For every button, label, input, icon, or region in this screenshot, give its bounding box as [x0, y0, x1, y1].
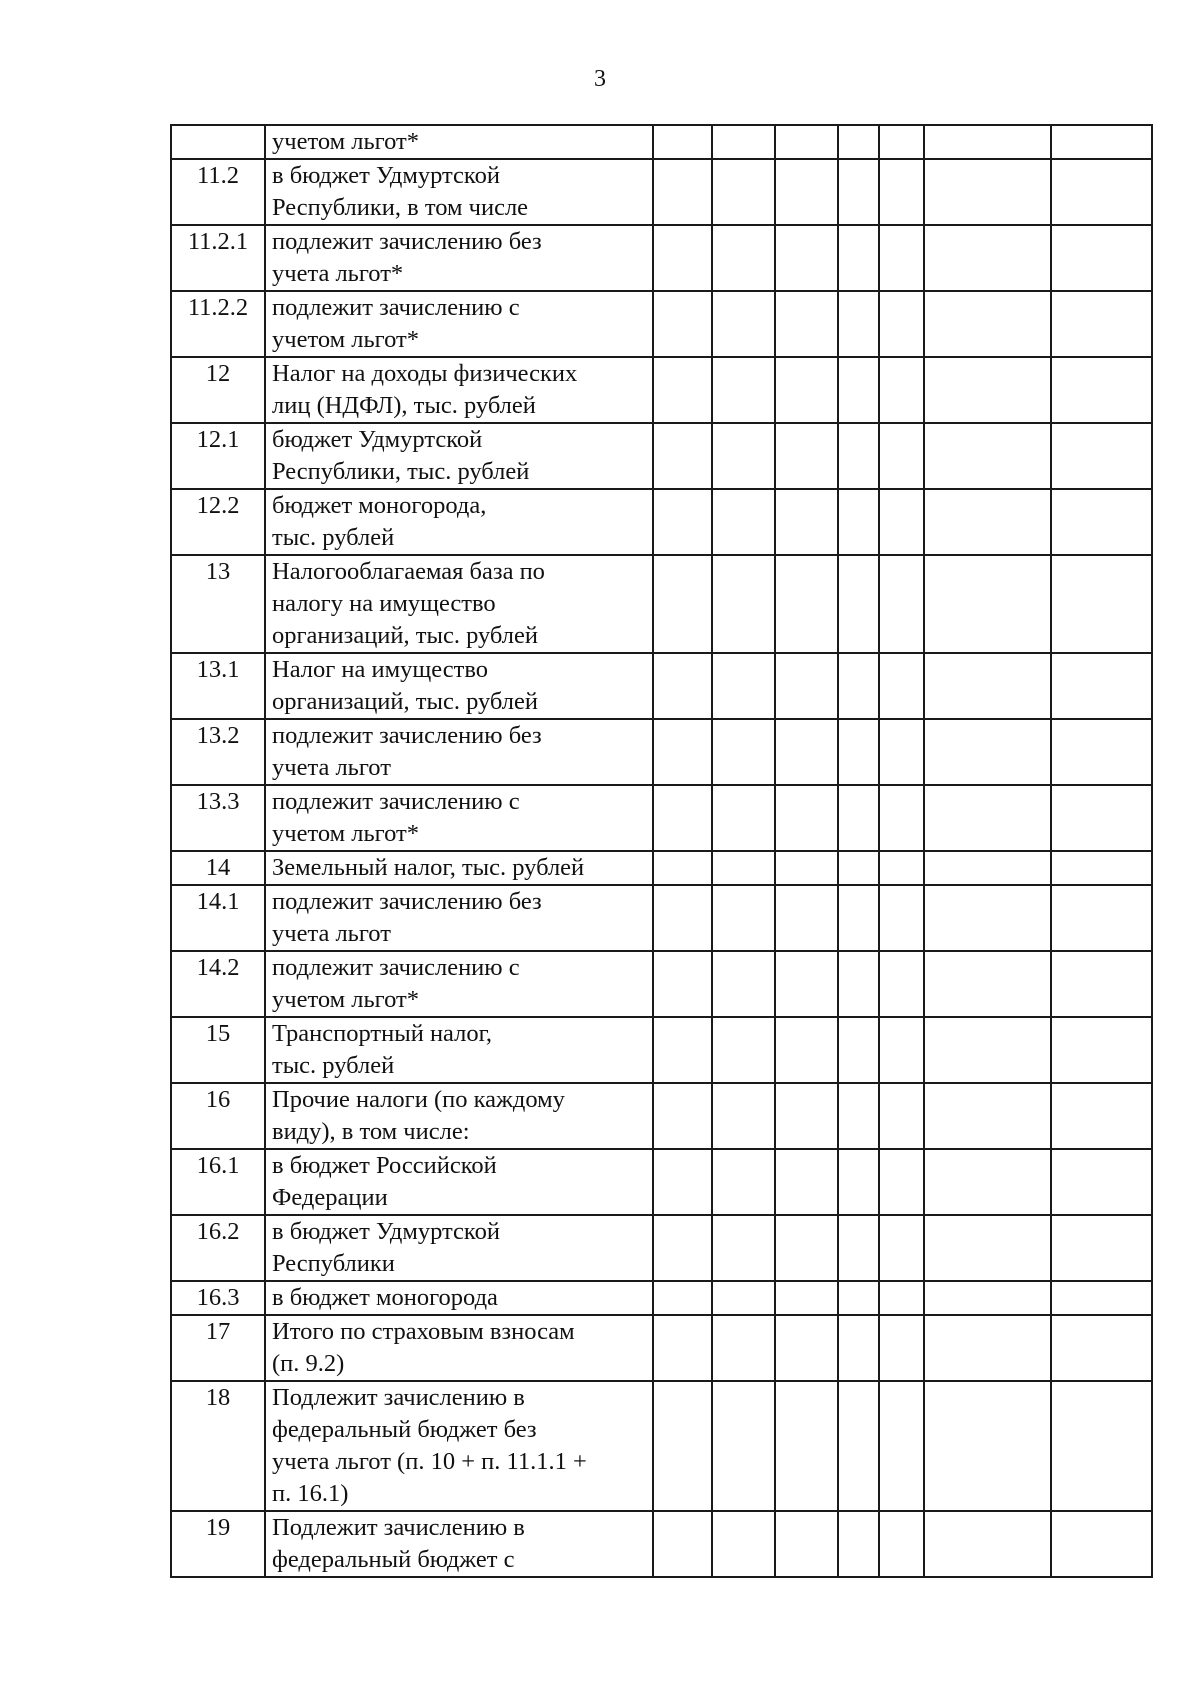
- value-cell: [653, 125, 712, 159]
- value-cell: [775, 1215, 838, 1281]
- row-number-cell: 16.1: [171, 1149, 265, 1215]
- value-cell: [653, 1215, 712, 1281]
- value-cell: [775, 357, 838, 423]
- table-row: [171, 225, 1152, 291]
- value-cell: [775, 489, 838, 555]
- value-cell: [775, 885, 838, 951]
- value-cell: [924, 357, 1051, 423]
- indicator-label-line: Транспортный налог,: [272, 1020, 493, 1047]
- value-cell: [653, 489, 712, 555]
- indicator-label-line: Прочие налоги (по каждому: [272, 1086, 565, 1113]
- indicator-label-line: налогу на имущество: [272, 590, 496, 617]
- value-cell: [879, 851, 924, 885]
- indicator-label-line: подлежит зачислению без: [272, 888, 542, 915]
- page-number: 3: [594, 66, 606, 92]
- table-row: [171, 785, 1152, 851]
- value-cell: [775, 653, 838, 719]
- row-number-cell: 15: [171, 1017, 265, 1083]
- value-cell: [924, 1315, 1051, 1381]
- value-cell: [924, 423, 1051, 489]
- value-cell: [838, 951, 879, 1017]
- value-cell: [712, 851, 775, 885]
- value-cell: [653, 1083, 712, 1149]
- value-cell: [653, 1281, 712, 1315]
- value-cell: [838, 291, 879, 357]
- indicator-label-cell: [265, 1149, 653, 1215]
- indicator-label-line: организаций, тыс. рублей: [272, 688, 538, 715]
- value-cell: [653, 159, 712, 225]
- value-cell: [712, 1017, 775, 1083]
- value-cell: [924, 159, 1051, 225]
- table-row: [171, 1083, 1152, 1149]
- value-cell: [775, 1315, 838, 1381]
- value-cell: [838, 555, 879, 653]
- row-number-cell: 11.2.2: [171, 291, 265, 357]
- value-cell: [879, 291, 924, 357]
- value-cell: [775, 1149, 838, 1215]
- indicator-label-line: подлежит зачислению без: [272, 722, 542, 749]
- value-cell: [838, 1511, 879, 1577]
- value-cell: [775, 1017, 838, 1083]
- indicator-label-line: учета льгот*: [272, 260, 404, 287]
- indicator-label-line: учета льгот (п. 10 + п. 11.1.1 +: [272, 1448, 587, 1475]
- value-cell: [1051, 159, 1152, 225]
- row-number-cell: 12: [171, 357, 265, 423]
- row-number-cell: 14: [171, 851, 265, 885]
- value-cell: [879, 1381, 924, 1511]
- value-cell: [1051, 785, 1152, 851]
- value-cell: [879, 489, 924, 555]
- indicator-label-cell: [265, 291, 653, 357]
- row-number-cell: 12.1: [171, 423, 265, 489]
- value-cell: [838, 1149, 879, 1215]
- value-cell: [653, 851, 712, 885]
- table-row: [171, 1315, 1152, 1381]
- value-cell: [838, 785, 879, 851]
- row-number-cell: 13: [171, 555, 265, 653]
- value-cell: [712, 785, 775, 851]
- table-row: [171, 125, 1152, 159]
- table-body: [171, 125, 1152, 1577]
- value-cell: [838, 423, 879, 489]
- indicator-label-line: подлежит зачислению без: [272, 228, 542, 255]
- value-cell: [775, 423, 838, 489]
- indicator-label-line: подлежит зачислению с: [272, 954, 520, 981]
- value-cell: [1051, 1281, 1152, 1315]
- value-cell: [879, 719, 924, 785]
- value-cell: [775, 851, 838, 885]
- row-number-cell: 16: [171, 1083, 265, 1149]
- indicator-label-line: учетом льгот*: [272, 820, 419, 847]
- indicator-label-line: в бюджет моногорода: [272, 1284, 498, 1311]
- table-row: [171, 1381, 1152, 1511]
- indicator-label-cell: [265, 653, 653, 719]
- indicator-label-line: организаций, тыс. рублей: [272, 622, 538, 649]
- indicator-label-line: (п. 9.2): [272, 1350, 345, 1377]
- value-cell: [775, 225, 838, 291]
- value-cell: [1051, 1315, 1152, 1381]
- value-cell: [712, 1511, 775, 1577]
- value-cell: [924, 885, 1051, 951]
- indicator-label-cell: [265, 159, 653, 225]
- value-cell: [924, 1281, 1051, 1315]
- value-cell: [924, 489, 1051, 555]
- indicator-label-line: учета льгот: [272, 754, 391, 781]
- value-cell: [712, 1381, 775, 1511]
- value-cell: [712, 489, 775, 555]
- value-cell: [775, 125, 838, 159]
- value-cell: [1051, 1381, 1152, 1511]
- indicator-label-line: Налогооблагаемая база по: [272, 558, 545, 585]
- row-number-cell: 16.3: [171, 1281, 265, 1315]
- value-cell: [838, 719, 879, 785]
- indicator-label-line: подлежит зачислению с: [272, 294, 520, 321]
- value-cell: [712, 291, 775, 357]
- indicator-label-line: учета льгот: [272, 920, 391, 947]
- value-cell: [712, 555, 775, 653]
- indicator-label-line: учетом льгот*: [272, 986, 419, 1013]
- value-cell: [653, 653, 712, 719]
- row-number-cell: 17: [171, 1315, 265, 1381]
- indicators-table: [170, 124, 1153, 1578]
- indicator-label-line: бюджет моногорода,: [272, 492, 487, 519]
- row-number-cell: 13.3: [171, 785, 265, 851]
- indicator-label-cell: [265, 125, 653, 159]
- indicator-label-line: Республики, тыс. рублей: [272, 458, 530, 485]
- row-number-cell: 11.2.1: [171, 225, 265, 291]
- value-cell: [653, 1017, 712, 1083]
- table-row: [171, 885, 1152, 951]
- value-cell: [879, 225, 924, 291]
- indicator-label-line: федеральный бюджет без: [272, 1416, 537, 1443]
- value-cell: [1051, 1083, 1152, 1149]
- value-cell: [653, 1381, 712, 1511]
- row-number-cell: 12.2: [171, 489, 265, 555]
- table-row: [171, 1215, 1152, 1281]
- table-row: [171, 555, 1152, 653]
- indicator-label-cell: [265, 489, 653, 555]
- indicator-label-cell: [265, 357, 653, 423]
- row-number-cell: 14.1: [171, 885, 265, 951]
- value-cell: [712, 885, 775, 951]
- value-cell: [1051, 719, 1152, 785]
- indicator-label-cell: [265, 785, 653, 851]
- value-cell: [712, 951, 775, 1017]
- row-number-cell: 14.2: [171, 951, 265, 1017]
- indicator-label-line: подлежит зачислению с: [272, 788, 520, 815]
- indicator-label-line: Земельный налог, тыс. рублей: [272, 854, 585, 881]
- indicator-label-line: Подлежит зачислению в: [272, 1384, 525, 1411]
- indicator-label-line: виду), в том числе:: [272, 1118, 470, 1145]
- indicator-label-line: учетом льгот*: [272, 128, 419, 155]
- table-row: [171, 291, 1152, 357]
- value-cell: [1051, 951, 1152, 1017]
- indicator-label-cell: [265, 1511, 653, 1577]
- indicator-label-cell: [265, 1083, 653, 1149]
- value-cell: [879, 1281, 924, 1315]
- value-cell: [653, 291, 712, 357]
- value-cell: [924, 125, 1051, 159]
- table-row: [171, 1149, 1152, 1215]
- indicator-label-line: в бюджет Удмуртской: [272, 1218, 500, 1245]
- value-cell: [712, 1083, 775, 1149]
- indicator-label-line: Итого по страховым взносам: [272, 1318, 575, 1345]
- value-cell: [775, 719, 838, 785]
- value-cell: [1051, 291, 1152, 357]
- value-cell: [924, 291, 1051, 357]
- indicator-label-cell: [265, 1281, 653, 1315]
- table-row: [171, 719, 1152, 785]
- indicator-label-cell: [265, 851, 653, 885]
- value-cell: [924, 1215, 1051, 1281]
- value-cell: [879, 1017, 924, 1083]
- row-number-cell: 16.2: [171, 1215, 265, 1281]
- value-cell: [653, 423, 712, 489]
- value-cell: [838, 489, 879, 555]
- table-row: [171, 1017, 1152, 1083]
- value-cell: [1051, 1511, 1152, 1577]
- value-cell: [838, 885, 879, 951]
- value-cell: [712, 653, 775, 719]
- value-cell: [712, 1315, 775, 1381]
- indicator-label-line: тыс. рублей: [272, 1052, 395, 1079]
- value-cell: [1051, 225, 1152, 291]
- value-cell: [1051, 851, 1152, 885]
- value-cell: [775, 291, 838, 357]
- value-cell: [653, 1315, 712, 1381]
- value-cell: [838, 1215, 879, 1281]
- value-cell: [712, 125, 775, 159]
- value-cell: [653, 357, 712, 423]
- value-cell: [1051, 1017, 1152, 1083]
- indicator-label-line: в бюджет Удмуртской: [272, 162, 500, 189]
- value-cell: [924, 1511, 1051, 1577]
- indicator-label-line: Республики: [272, 1250, 395, 1277]
- table-row: [171, 653, 1152, 719]
- value-cell: [653, 785, 712, 851]
- value-cell: [712, 357, 775, 423]
- value-cell: [775, 1511, 838, 1577]
- indicator-label-line: федеральный бюджет с: [272, 1546, 515, 1573]
- indicator-label-cell: [265, 225, 653, 291]
- value-cell: [924, 785, 1051, 851]
- value-cell: [712, 159, 775, 225]
- value-cell: [712, 1281, 775, 1315]
- row-number-cell: [171, 125, 265, 159]
- indicator-label-line: Подлежит зачислению в: [272, 1514, 525, 1541]
- value-cell: [1051, 555, 1152, 653]
- indicator-label-cell: [265, 1017, 653, 1083]
- row-number-cell: 11.2: [171, 159, 265, 225]
- value-cell: [653, 1511, 712, 1577]
- row-number-cell: 13.1: [171, 653, 265, 719]
- indicator-label-cell: [265, 719, 653, 785]
- value-cell: [838, 1017, 879, 1083]
- indicator-label-line: учетом льгот*: [272, 326, 419, 353]
- value-cell: [879, 951, 924, 1017]
- value-cell: [1051, 125, 1152, 159]
- value-cell: [775, 951, 838, 1017]
- value-cell: [838, 1381, 879, 1511]
- value-cell: [838, 653, 879, 719]
- indicator-label-line: тыс. рублей: [272, 524, 395, 551]
- indicator-label-line: Республики, в том числе: [272, 194, 529, 221]
- value-cell: [838, 1281, 879, 1315]
- indicator-label-line: в бюджет Российской: [272, 1152, 497, 1179]
- value-cell: [1051, 423, 1152, 489]
- value-cell: [879, 1315, 924, 1381]
- value-cell: [1051, 1215, 1152, 1281]
- indicator-label-cell: [265, 1315, 653, 1381]
- value-cell: [879, 1083, 924, 1149]
- row-number-cell: 13.2: [171, 719, 265, 785]
- indicator-label-cell: [265, 555, 653, 653]
- value-cell: [924, 951, 1051, 1017]
- value-cell: [775, 785, 838, 851]
- indicator-label-line: лиц (НДФЛ), тыс. рублей: [272, 392, 536, 419]
- indicator-label-cell: [265, 1381, 653, 1511]
- value-cell: [879, 785, 924, 851]
- value-cell: [775, 555, 838, 653]
- value-cell: [1051, 653, 1152, 719]
- value-cell: [879, 357, 924, 423]
- indicator-label-line: п. 16.1): [272, 1480, 349, 1507]
- table-row: [171, 851, 1152, 885]
- value-cell: [879, 555, 924, 653]
- value-cell: [879, 125, 924, 159]
- value-cell: [838, 1083, 879, 1149]
- value-cell: [924, 225, 1051, 291]
- value-cell: [879, 1149, 924, 1215]
- value-cell: [838, 225, 879, 291]
- value-cell: [879, 1215, 924, 1281]
- indicator-label-line: Федерации: [272, 1184, 388, 1211]
- table-row: [171, 1281, 1152, 1315]
- row-number-cell: 19: [171, 1511, 265, 1577]
- table-row: [171, 423, 1152, 489]
- value-cell: [712, 719, 775, 785]
- value-cell: [1051, 489, 1152, 555]
- indicator-label-line: Налог на имущество: [272, 656, 488, 683]
- value-cell: [775, 1083, 838, 1149]
- table-row: [171, 1511, 1152, 1577]
- value-cell: [1051, 357, 1152, 423]
- indicator-label-cell: [265, 885, 653, 951]
- value-cell: [879, 1511, 924, 1577]
- value-cell: [712, 1215, 775, 1281]
- value-cell: [775, 1281, 838, 1315]
- value-cell: [838, 357, 879, 423]
- value-cell: [924, 653, 1051, 719]
- value-cell: [712, 1149, 775, 1215]
- value-cell: [924, 851, 1051, 885]
- value-cell: [712, 423, 775, 489]
- value-cell: [924, 1017, 1051, 1083]
- table-row: [171, 489, 1152, 555]
- value-cell: [879, 653, 924, 719]
- row-number-cell: 18: [171, 1381, 265, 1511]
- value-cell: [712, 225, 775, 291]
- value-cell: [924, 1083, 1051, 1149]
- value-cell: [653, 719, 712, 785]
- table-row: [171, 951, 1152, 1017]
- value-cell: [1051, 885, 1152, 951]
- value-cell: [924, 719, 1051, 785]
- value-cell: [879, 885, 924, 951]
- value-cell: [653, 555, 712, 653]
- value-cell: [838, 125, 879, 159]
- value-cell: [838, 159, 879, 225]
- value-cell: [924, 1149, 1051, 1215]
- value-cell: [924, 1381, 1051, 1511]
- indicator-label-line: бюджет Удмуртской: [272, 426, 483, 453]
- value-cell: [879, 159, 924, 225]
- table-row: [171, 159, 1152, 225]
- value-cell: [924, 555, 1051, 653]
- indicator-label-cell: [265, 1215, 653, 1281]
- value-cell: [653, 1149, 712, 1215]
- table-row: [171, 357, 1152, 423]
- value-cell: [653, 225, 712, 291]
- value-cell: [838, 851, 879, 885]
- indicator-label-line: Налог на доходы физических: [272, 360, 578, 387]
- value-cell: [879, 423, 924, 489]
- indicator-label-cell: [265, 423, 653, 489]
- value-cell: [775, 1381, 838, 1511]
- value-cell: [775, 159, 838, 225]
- value-cell: [653, 885, 712, 951]
- value-cell: [653, 951, 712, 1017]
- indicator-label-cell: [265, 951, 653, 1017]
- value-cell: [838, 1315, 879, 1381]
- value-cell: [1051, 1149, 1152, 1215]
